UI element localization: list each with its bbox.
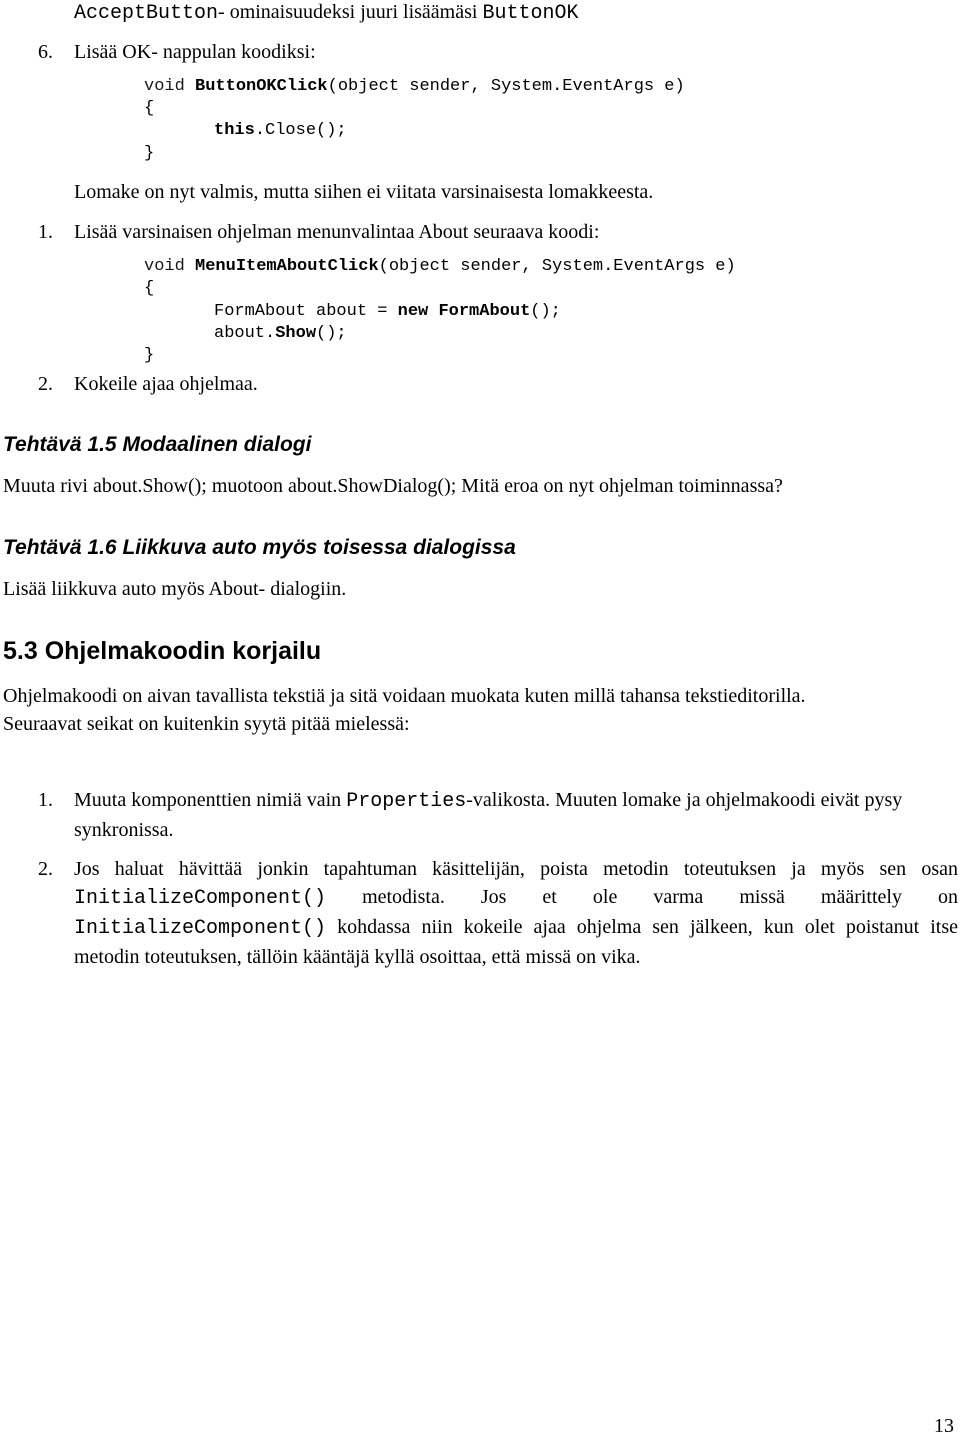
method-name: ButtonOKClick [195, 77, 328, 96]
button-ok-code: ButtonOK [482, 2, 579, 25]
task-1-6-text: Lisää liikkuva auto myös About- dialogiin. [3, 578, 347, 600]
task-1-5-heading: Tehtävä 1.5 Modaalinen dialogi [3, 433, 312, 456]
code-brace-open: { [144, 99, 155, 118]
properties-code: Properties [346, 790, 467, 813]
code-brace-open: { [144, 279, 155, 298]
intro-text: - ominaisuudeksi juuri lisäämäsi [218, 1, 483, 23]
list-item-2-number: 2. [38, 858, 53, 880]
step-1-text: Lisää varsinaisen ohjelman menunvalintaa About seuraava koodi: [74, 221, 600, 243]
code-line-signature-2: void MenuItemAboutClick(object sender, System.EventArgs e) [144, 257, 736, 276]
form-ready-text: Lomake on nyt valmis, mutta siihen ei viitata varsinaisesta lomakkeesta. [74, 181, 654, 203]
page-number: 13 [934, 1415, 954, 1437]
step-2-text: Kokeile ajaa ohjelmaa. [74, 373, 258, 395]
code-line-signature-1: void ButtonOKClick(object sender, System.EventArgs e) [144, 77, 685, 96]
task-1-5-text: Muuta rivi about.Show(); muotoon about.ShowDialog(); Mitä eroa on nyt ohjelman toiminnassa? [3, 475, 783, 497]
initialize-component-code: InitializeComponent() [74, 917, 327, 940]
step-6-number: 6. [38, 41, 53, 63]
task-1-6-heading: Tehtävä 1.6 Liikkuva auto myös toisessa dialogissa [3, 536, 516, 559]
step-6-text: Lisää OK- nappulan koodiksi: [74, 41, 316, 63]
code-line-decl: FormAbout about = new FormAbout(); [214, 302, 561, 321]
method-name: MenuItemAboutClick [195, 257, 379, 276]
step-1-number: 1. [38, 221, 53, 243]
accept-button-code: AcceptButton [74, 2, 219, 25]
intro-line [74, 0, 578, 26]
list-item-1-number: 1. [38, 789, 53, 811]
list-item-2: Jos haluat hävittää jonkin tapahtuman käsittelijän, poista metodin toteutuksen ja myös sen osan InitializeComponent() metodista. Jos et ole varma missä määrittely on InitializeComponent() kohdassa niin kokeile ajaa ohjelma sen jälkeen, kun olet poistanut itse metodin toteutuksen, tällöin kääntäjä kyllä osoittaa, että missä on vika. [74, 858, 958, 968]
section-intro-line-1: Ohjelmakoodi on aivan tavallista tekstiä ja sitä voidaan muokata kuten millä tahansa tekstieditorilla. [3, 685, 806, 707]
step-2-number: 2. [38, 373, 53, 395]
code-line-close: this.Close(); [214, 121, 347, 140]
initialize-component-code: InitializeComponent() [74, 887, 327, 910]
list-item-1: Muuta komponenttien nimiä vain Properties-valikosta. Muuten lomake ja ohjelmakoodi eivät pysy synkronissa. [74, 789, 903, 841]
code-brace-close: } [144, 346, 155, 365]
section-5-3-heading: 5.3 Ohjelmakoodin korjailu [3, 637, 322, 665]
code-line-show: about.Show(); [214, 324, 347, 343]
section-intro-line-2: Seuraavat seikat on kuitenkin syytä pitää mielessä: [3, 713, 410, 735]
code-brace-close: } [144, 144, 155, 163]
